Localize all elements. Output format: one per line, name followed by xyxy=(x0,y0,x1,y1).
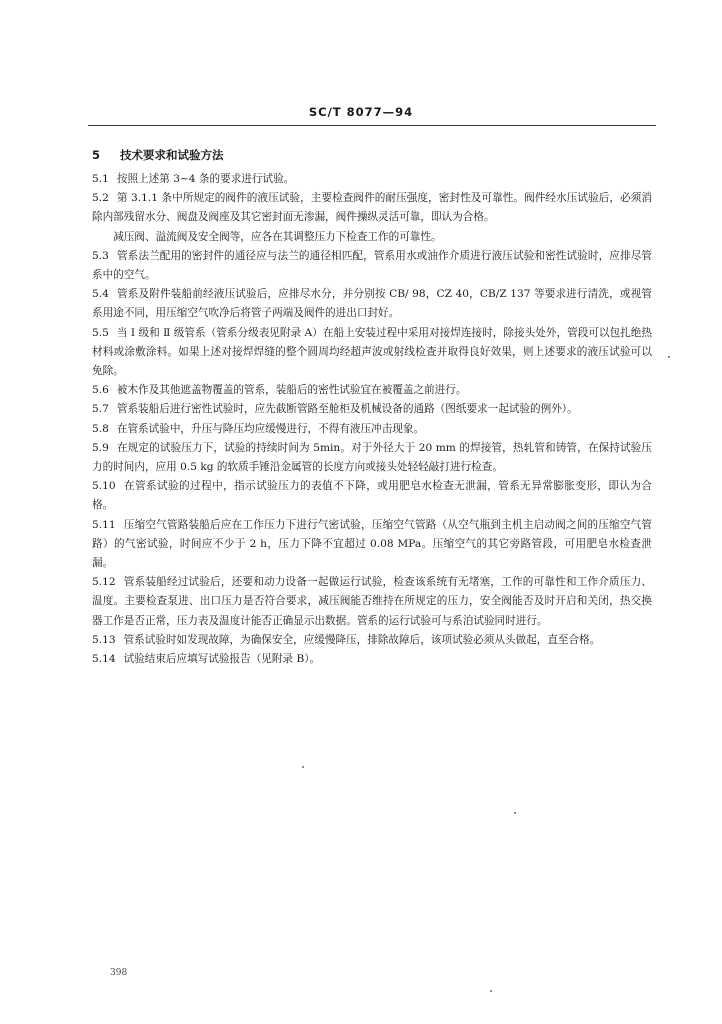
section-heading xyxy=(92,147,224,163)
clause-number: 5.1 xyxy=(92,173,109,185)
paragraph-5-3 xyxy=(92,247,652,285)
clause-number: 5.4 xyxy=(92,288,109,301)
paragraph-5-2-continued xyxy=(92,228,652,247)
paragraph-5-13 xyxy=(92,631,652,650)
clause-text: 减压阀、溢流阀及安全阀等，应各在其调整压力下检查工作的可靠性。 xyxy=(113,230,442,243)
clause-number: 5.6 xyxy=(92,384,109,397)
paragraph-5-7 xyxy=(92,400,652,419)
page-number: 398 xyxy=(110,968,128,978)
clause-text: 在管系试验的过程中，指示试验压力的表值不下降，或用肥皂水检查无泄漏，管系无异常膨胀变形，即认为合格。 xyxy=(92,480,652,512)
clause-number: 5.8 xyxy=(92,422,109,435)
paragraph-5-14 xyxy=(92,650,652,669)
paragraph-5-5 xyxy=(92,324,652,382)
paragraph-5-4 xyxy=(92,285,652,323)
scan-speck xyxy=(490,990,492,992)
clause-number: 5.13 xyxy=(92,633,116,646)
paragraph-5-9 xyxy=(92,439,652,477)
clause-text: 压缩空气管路装船后应在工作压力下进行气密试验，压缩空气管路（从空气瓶到主机主启动阀之间的压缩空气管路）的气密试验，时间应不少于 2 h，压力下降不宜超过 0.08 MPa。压缩空气的其它旁路管段，可用肥皂水检查泄漏。 xyxy=(92,518,652,570)
section-title-text: 技术要求和试验方法 xyxy=(120,148,224,162)
clause-number: 5.11 xyxy=(92,518,116,531)
paragraph-5-8 xyxy=(92,420,652,439)
clause-number: 5.5 xyxy=(92,326,109,339)
clause-number: 5.9 xyxy=(92,441,109,454)
scan-speck xyxy=(302,766,304,768)
clause-text: 管系装船后进行密性试验时，应先截断管路至舱柜及机械设备的通路（图纸要求一起试验的例外）。 xyxy=(116,403,578,416)
paragraph-5-2 xyxy=(92,189,652,227)
clause-text: 在规定的试验压力下，试验的持续时间为 5min。对于外径大于 20 mm 的焊接管，热轧管和铸管，在保持试验压力的时间内，应用 0.5 kg 的软质手锤沿金属管的长度方向或接头处轻轻敲打进行检查。 xyxy=(92,441,652,474)
clause-text: 管系法兰配用的密封件的通径应与法兰的通径相匹配，管系用水或油作介质进行液压试验和密性试验时，应排尽管系中的空气。 xyxy=(92,249,652,282)
clause-number: 5.14 xyxy=(92,653,116,666)
paragraph-5-10 xyxy=(92,477,652,515)
clause-number: 5.12 xyxy=(92,576,116,589)
clause-number: 5.2 xyxy=(92,192,109,205)
section-body xyxy=(92,170,652,669)
clause-text: 当 Ⅰ 级和 Ⅱ 级管系（管系分级表见附录 A）在船上安装过程中采用对接焊连接时，除接头处外，管段可以包扎绝热材料或涂敷涂料。如果上述对接焊焊缝的整个圆周均经超声波或射线检查并取得良好效果，则上述要求的液压试验可以免除。 xyxy=(92,326,652,378)
scan-speck xyxy=(514,812,516,814)
clause-number: 5.10 xyxy=(92,480,116,493)
scan-speck xyxy=(668,356,670,358)
paragraph-5-11 xyxy=(92,516,652,574)
clause-number: 5.7 xyxy=(92,403,109,416)
clause-text: 试验结束后应填写试验报告（见附录 B）。 xyxy=(123,653,321,666)
clause-text: 管系试验时如发现故障，为确保安全，应缓慢降压，排除故障后，该项试验必须从头做起，直至合格。 xyxy=(123,633,601,646)
paragraph-5-6 xyxy=(92,381,652,400)
clause-text: 管系及附件装船前经液压试验后，应排尽水分，并分别按 CB/ 98，CZ 40，CB/Z 137 等要求进行清洗，或视管系用途不同，用压缩空气吹净后将管子两端及阀件的进出口封好。 xyxy=(92,288,652,320)
paragraph-5-1 xyxy=(92,170,652,189)
clause-text: 被木作及其他遮盖物覆盖的管系，装船后的密性试验宜在被覆盖之前进行。 xyxy=(116,384,467,397)
clause-text: 按照上述第 3~4 条的要求进行试验。 xyxy=(116,173,295,185)
clause-text: 第 3.1.1 条中所规定的阀件的液压试验，主要检查阀件的耐压强度，密封性及可靠性。阀件经水压试验后，必须消除内部残留水分、阀盘及阀座及其它密封面无渗漏，阀件操纵灵活可靠，即认为合格。 xyxy=(92,192,652,224)
clause-text: 在管系试验中，升压与降压均应缓慢进行，不得有液压冲击现象。 xyxy=(116,422,425,435)
header-rule xyxy=(88,125,656,126)
clause-text: 管系装船经过试验后，还要和动力设备一起做运行试验，检查该系统有无堵塞，工作的可靠性和工作介质压力、温度。主要检查泵进、出口压力是否符合要求，减压阀能否维持在所规定的压力，安全阀能否及时开启和关闭，热交换器工作是否正常，压力表及温度计能否正确显示出数据。管系的运行试验可与系泊试验同时进行。 xyxy=(92,576,652,627)
paragraph-5-12 xyxy=(92,573,652,631)
section-number: 5 xyxy=(92,148,101,162)
clause-number: 5.3 xyxy=(92,249,109,262)
standard-code-header: SC/T 8077—94 xyxy=(308,105,414,119)
